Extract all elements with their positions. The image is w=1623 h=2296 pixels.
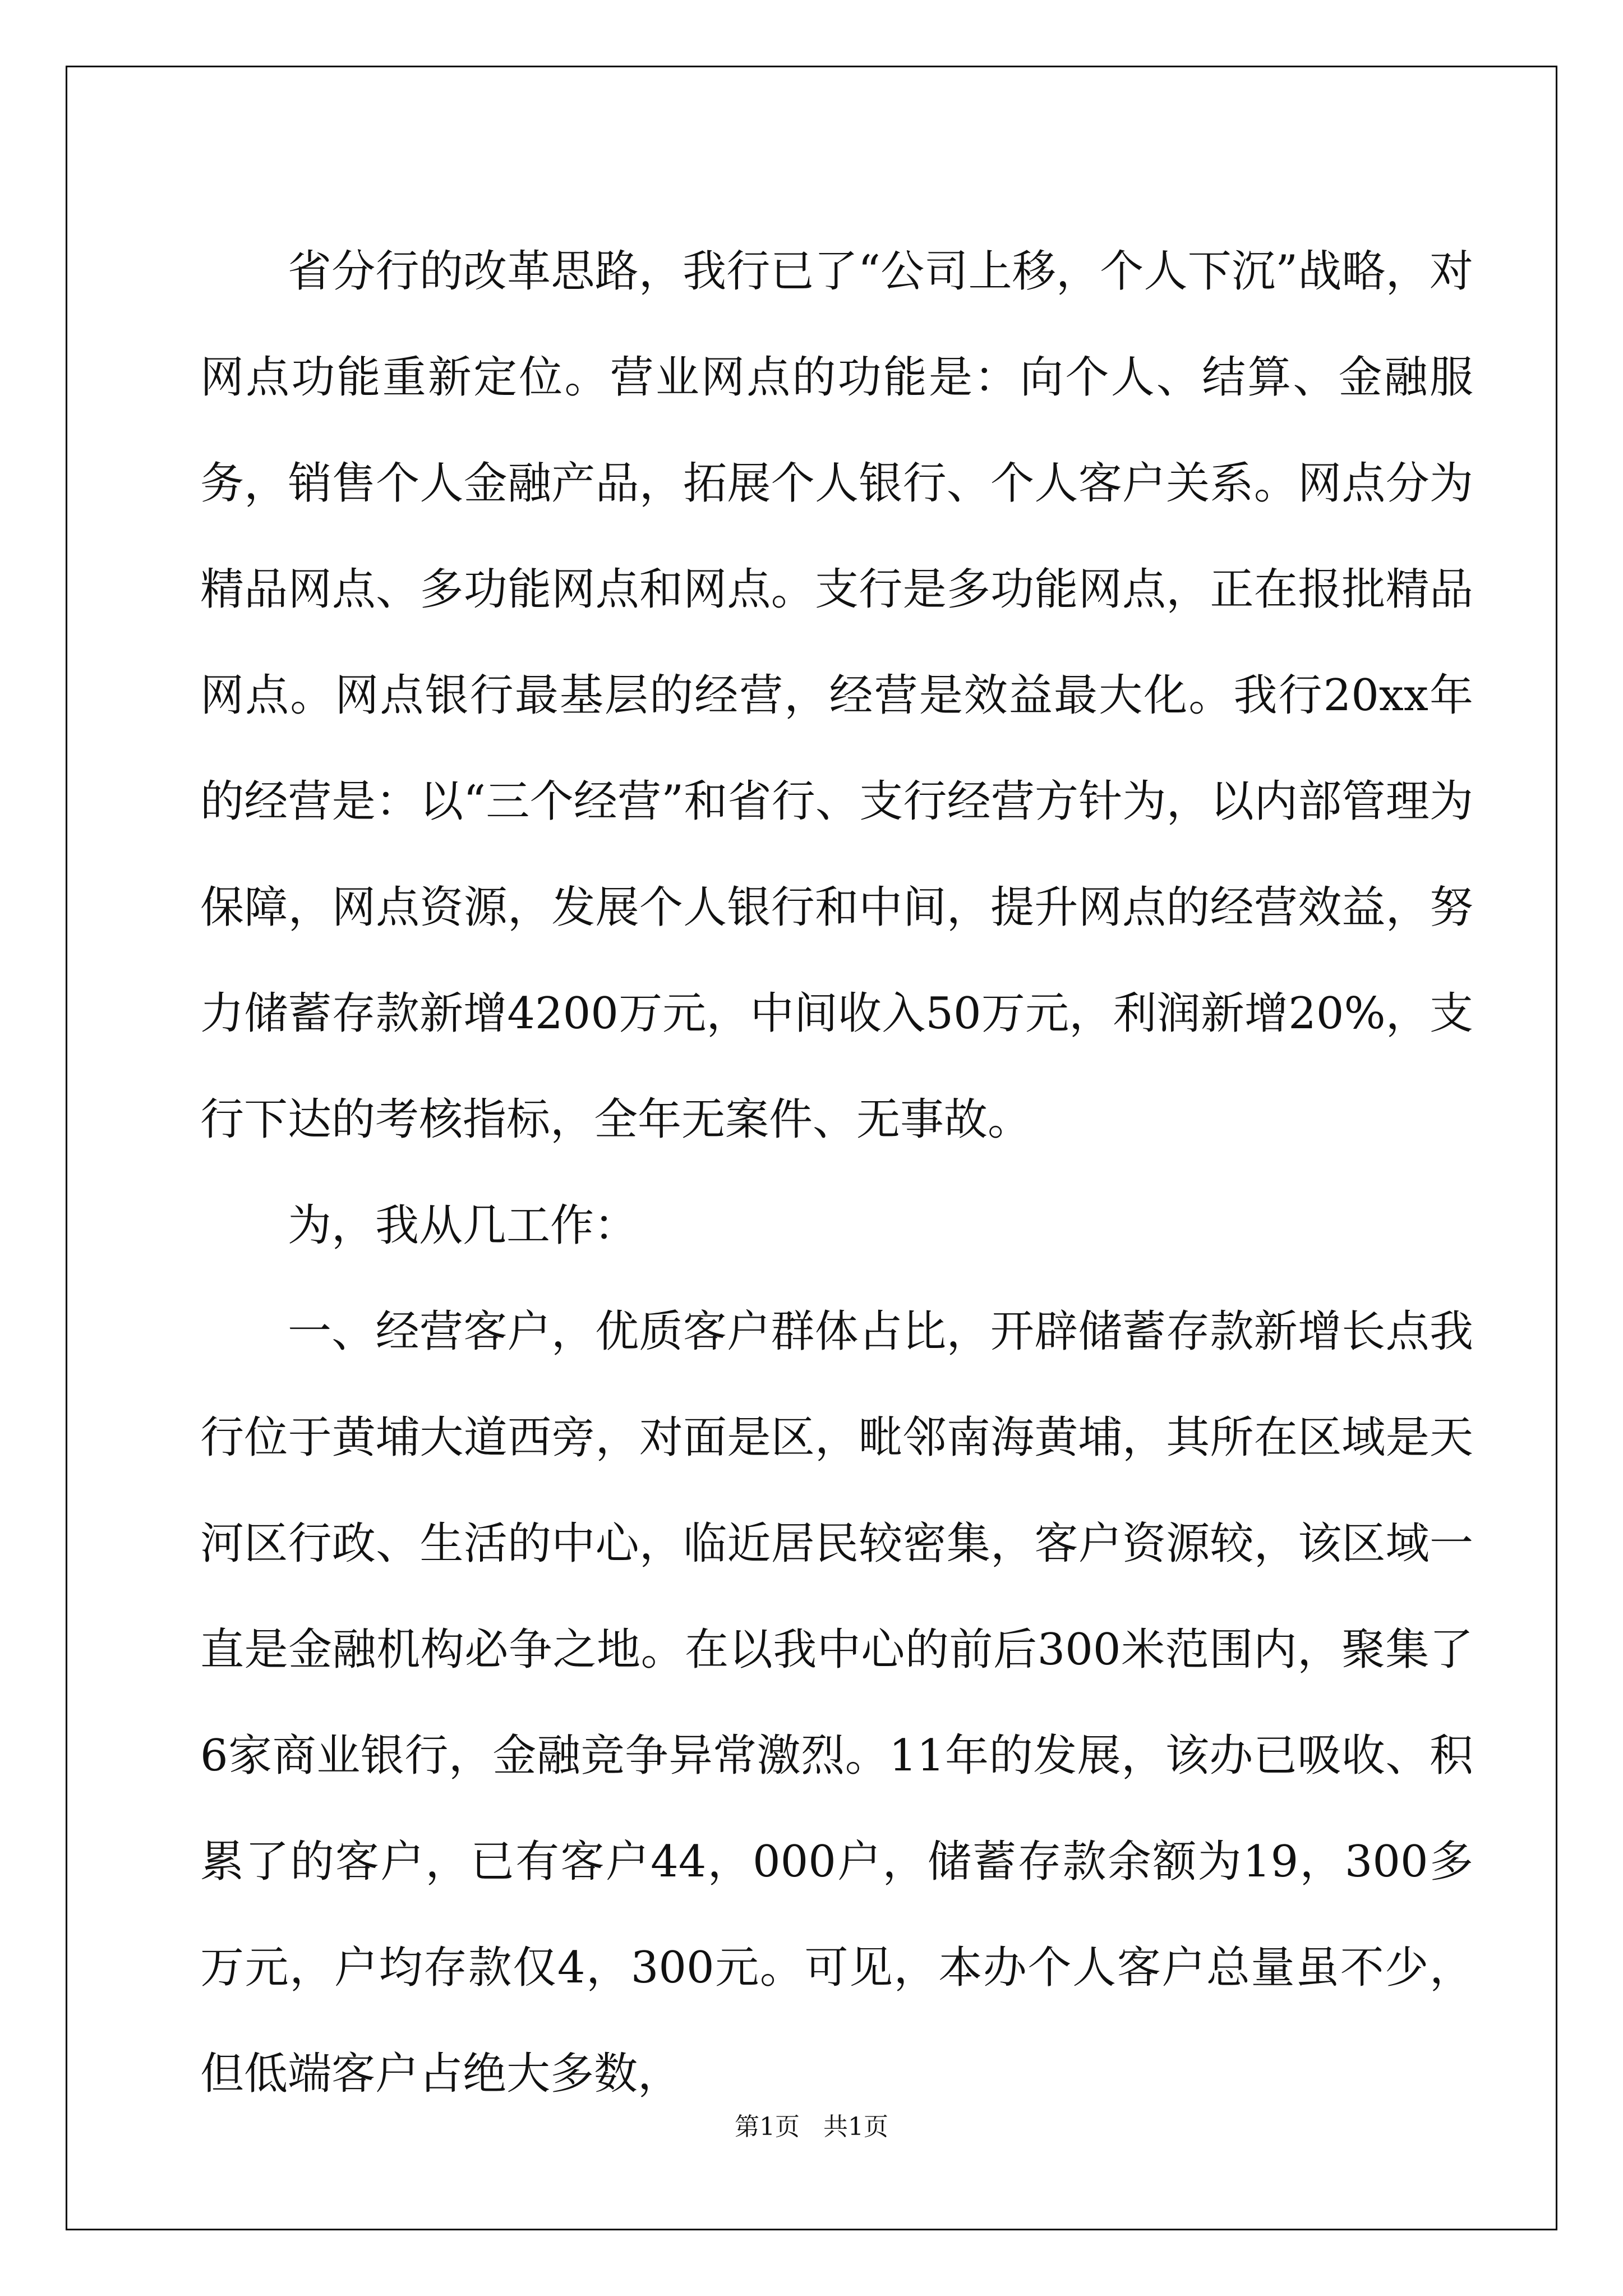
- page-number: 第1页: [735, 2113, 800, 2141]
- paragraph-3: 一、经营客户，优质客户群体占比，开辟储蓄存款新增长点我行位于黄埔大道西旁，对面是区，毗邻南海黄埔，其所在区域是天河区行政、生活的中心，临近居民较密集，客户资源较，该区域一直是金融机构必争之地。在以我中心的前后300米范围内，聚集了6家商业银行，金融竞争异常激烈。11年的发展，该办已吸收、积累了的客户，已有客户44，000户，储蓄存款余额为19，300多万元，户均存款仅4，300元。可见，本办个人客户总量虽不少，但低端客户占绝大多数，: [200, 1306, 1473, 2099]
- paragraph-1: 省分行的改革思路，我行已了“公司上移，个人下沉”战略，对网点功能重新定位。营业网点的功能是：向个人、结算、金融服务，销售个人金融产品，拓展个人银行、个人客户关系。网点分为精品网点、多功能网点和网点。支行是多功能网点，正在报批精品网点。网点银行最基层的经营，经营是效益最大化。我行20xx年的经营是：以“三个经营”和省行、支行经营方针为，以内部管理为保障，网点资源，发展个人银行和中间，提升网点的经营效益，努力储蓄存款新增4200万元，中间收入50万元，利润新增20%，支行下达的考核指标，全年无案件、无事故。: [200, 246, 1473, 1145]
- page-total: 共1页: [823, 2113, 888, 2141]
- document-body: [200, 219, 1473, 2127]
- page-footer: [0, 2106, 1623, 2142]
- paragraph-2: 为，我从几工作：: [288, 1200, 638, 1251]
